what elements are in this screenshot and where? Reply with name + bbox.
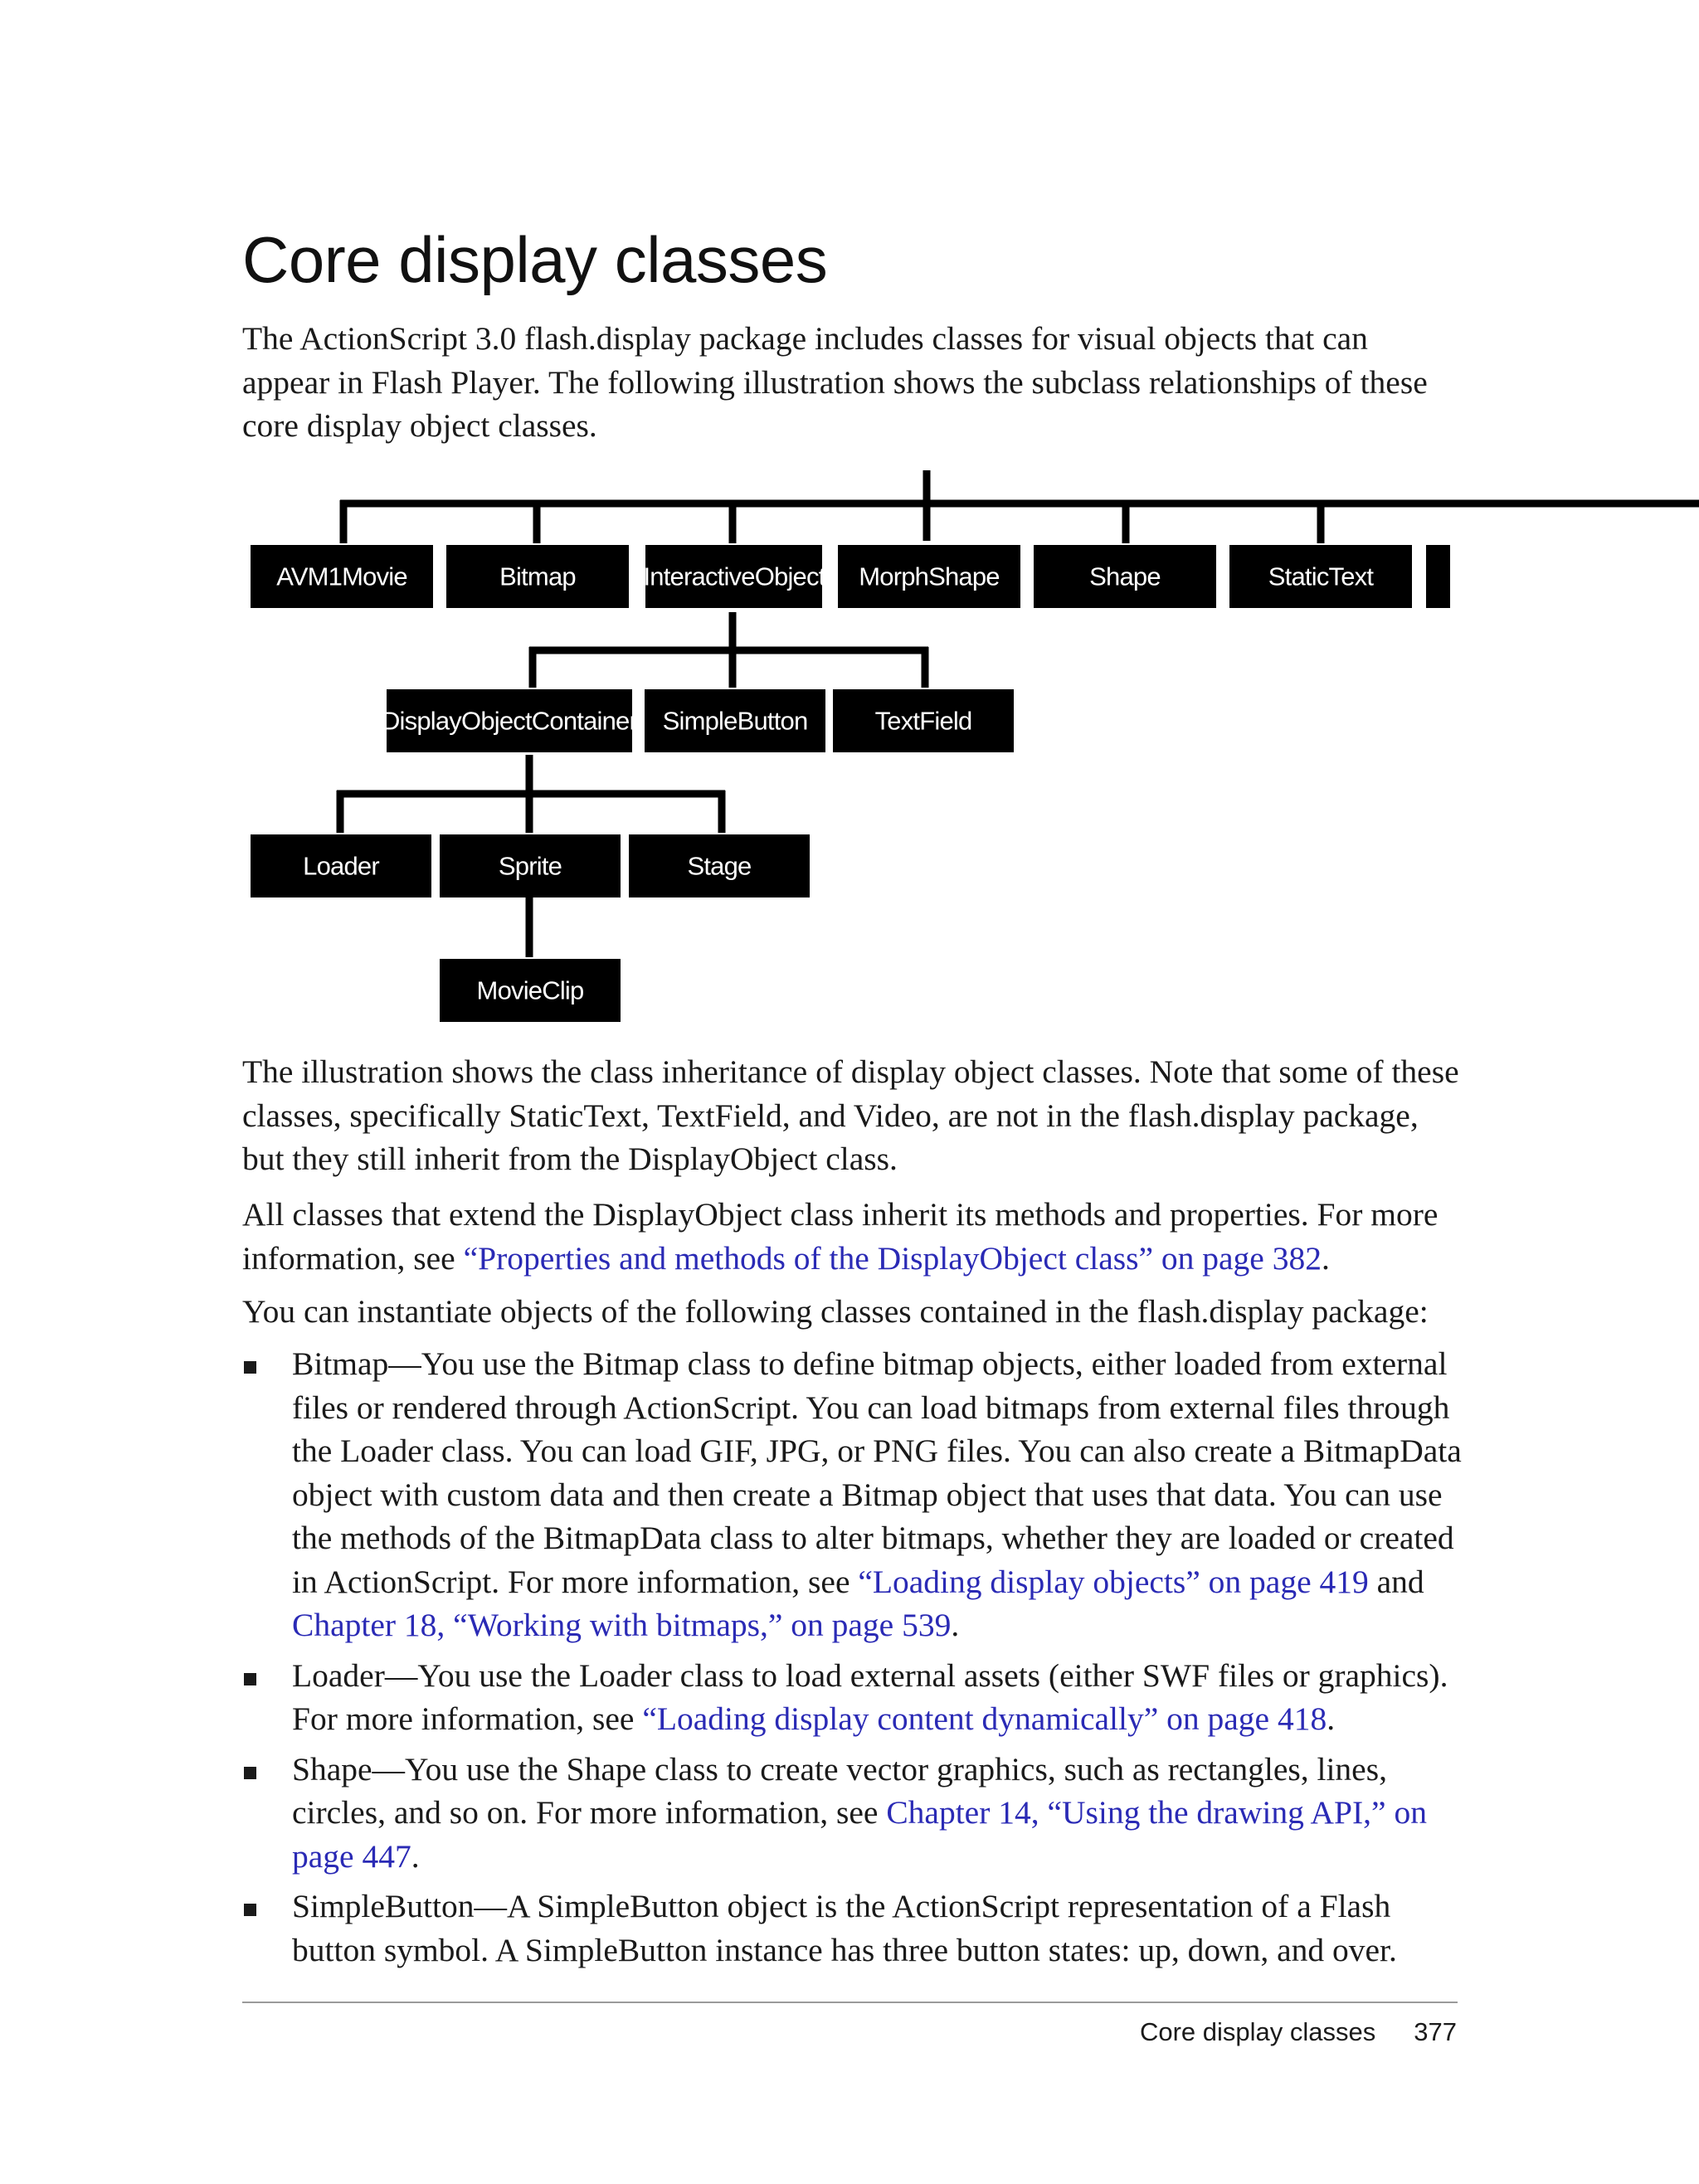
bullet-shape bbox=[242, 1748, 1470, 1879]
class-label: MovieClip bbox=[476, 975, 584, 1005]
square-bullet-icon bbox=[244, 1361, 256, 1374]
class-label: StaticText bbox=[1268, 562, 1374, 591]
paragraph-text: All classes that extend the DisplayObject class inherit its methods and properties. For more information, see bbox=[242, 1196, 1439, 1277]
instantiate-paragraph: You can instantiate objects of the following classes contained in the flash.display package: bbox=[242, 1293, 1429, 1330]
link-loading-display-objects[interactable]: “Loading display objects” on page 419 bbox=[858, 1563, 1369, 1600]
class-label: Shape bbox=[1089, 562, 1161, 591]
link-properties-methods[interactable]: “Properties and methods of the DisplayObject class” on page 382 bbox=[463, 1239, 1322, 1277]
bullet-text: . bbox=[411, 1837, 420, 1875]
class-box-truncated bbox=[1426, 545, 1450, 608]
class-label: Sprite bbox=[498, 851, 562, 881]
class-label: AVM1Movie bbox=[276, 562, 407, 591]
bullet-simplebutton bbox=[242, 1885, 1470, 1972]
square-bullet-icon bbox=[244, 1767, 256, 1779]
class-label: TextField bbox=[874, 706, 972, 736]
footer-section-title: Core display classes bbox=[1139, 2017, 1376, 2046]
footer-divider bbox=[242, 2002, 1458, 2003]
page-title: Core display classes bbox=[242, 223, 828, 296]
intro-paragraph: The ActionScript 3.0 flash.display package includes classes for visual objects that can appear in Flash Player. The following illustration shows the subclass relationships of these core display object classes. bbox=[242, 320, 1428, 444]
link-drawing-api[interactable]: Chapter 14, “Using the drawing API,” on page 447 bbox=[292, 1794, 1427, 1875]
class-label: Bitmap bbox=[499, 562, 576, 591]
bullet-text: SimpleButton—A SimpleButton object is the ActionScript representation of a Flash button symbol. A SimpleButton instance has three button states: up, down, and over. bbox=[292, 1888, 1397, 1968]
square-bullet-icon bbox=[244, 1904, 256, 1916]
class-label: Stage bbox=[687, 851, 752, 881]
class-label: Loader bbox=[303, 851, 379, 881]
link-working-with-bitmaps[interactable]: Chapter 18, “Working with bitmaps,” on page 539 bbox=[292, 1607, 952, 1643]
bullet-text: and bbox=[1368, 1563, 1424, 1600]
bullet-text: Shape—You use the Shape class to create vector graphics, such as rectangles, lines, circles, and so on. For more information, see bbox=[292, 1750, 1387, 1831]
page-number: 377 bbox=[1414, 2017, 1457, 2046]
class-bullet-list bbox=[242, 1342, 1470, 1978]
methods-paragraph bbox=[242, 1193, 1462, 1280]
bullet-bitmap bbox=[242, 1342, 1470, 1647]
link-loading-display-content[interactable]: “Loading display content dynamically” on page 418 bbox=[642, 1700, 1327, 1737]
square-bullet-icon bbox=[244, 1673, 256, 1685]
class-label: SimpleButton bbox=[662, 706, 808, 736]
class-label: DisplayObjectContainer bbox=[381, 706, 638, 736]
bullet-text: . bbox=[1327, 1700, 1336, 1737]
inheritance-paragraph: The illustration shows the class inheritance of display object classes. Note that some of these classes, specifically StaticText, TextField, and Video, are not in the flash.display package, but they still inherit from the DisplayObject class. bbox=[242, 1053, 1459, 1177]
bullet-loader bbox=[242, 1654, 1470, 1741]
class-label: InteractiveObject bbox=[643, 562, 825, 591]
bullet-text: Loader—You use the Loader class to load external assets (either SWF files or graphics). For more information, see bbox=[292, 1656, 1448, 1737]
bullet-text: . bbox=[951, 1607, 960, 1643]
class-label: MorphShape bbox=[859, 562, 1000, 591]
class-hierarchy-diagram bbox=[0, 0, 1699, 1045]
page-footer bbox=[1140, 2017, 1457, 2047]
bullet-text: Bitmap—You use the Bitmap class to define bitmap objects, either loaded from external files or rendered through ActionScript. You can load bitmaps from external files through the Loader class. You can load GIF, JPG, or PNG files. You can also create a BitmapData object with custom data and then create a Bitmap object that uses that data. You can use the methods of the BitmapData class to alter bitmaps, whether they are loaded or created in ActionScript. For more information, see bbox=[292, 1345, 1462, 1600]
paragraph-text: . bbox=[1321, 1239, 1330, 1277]
